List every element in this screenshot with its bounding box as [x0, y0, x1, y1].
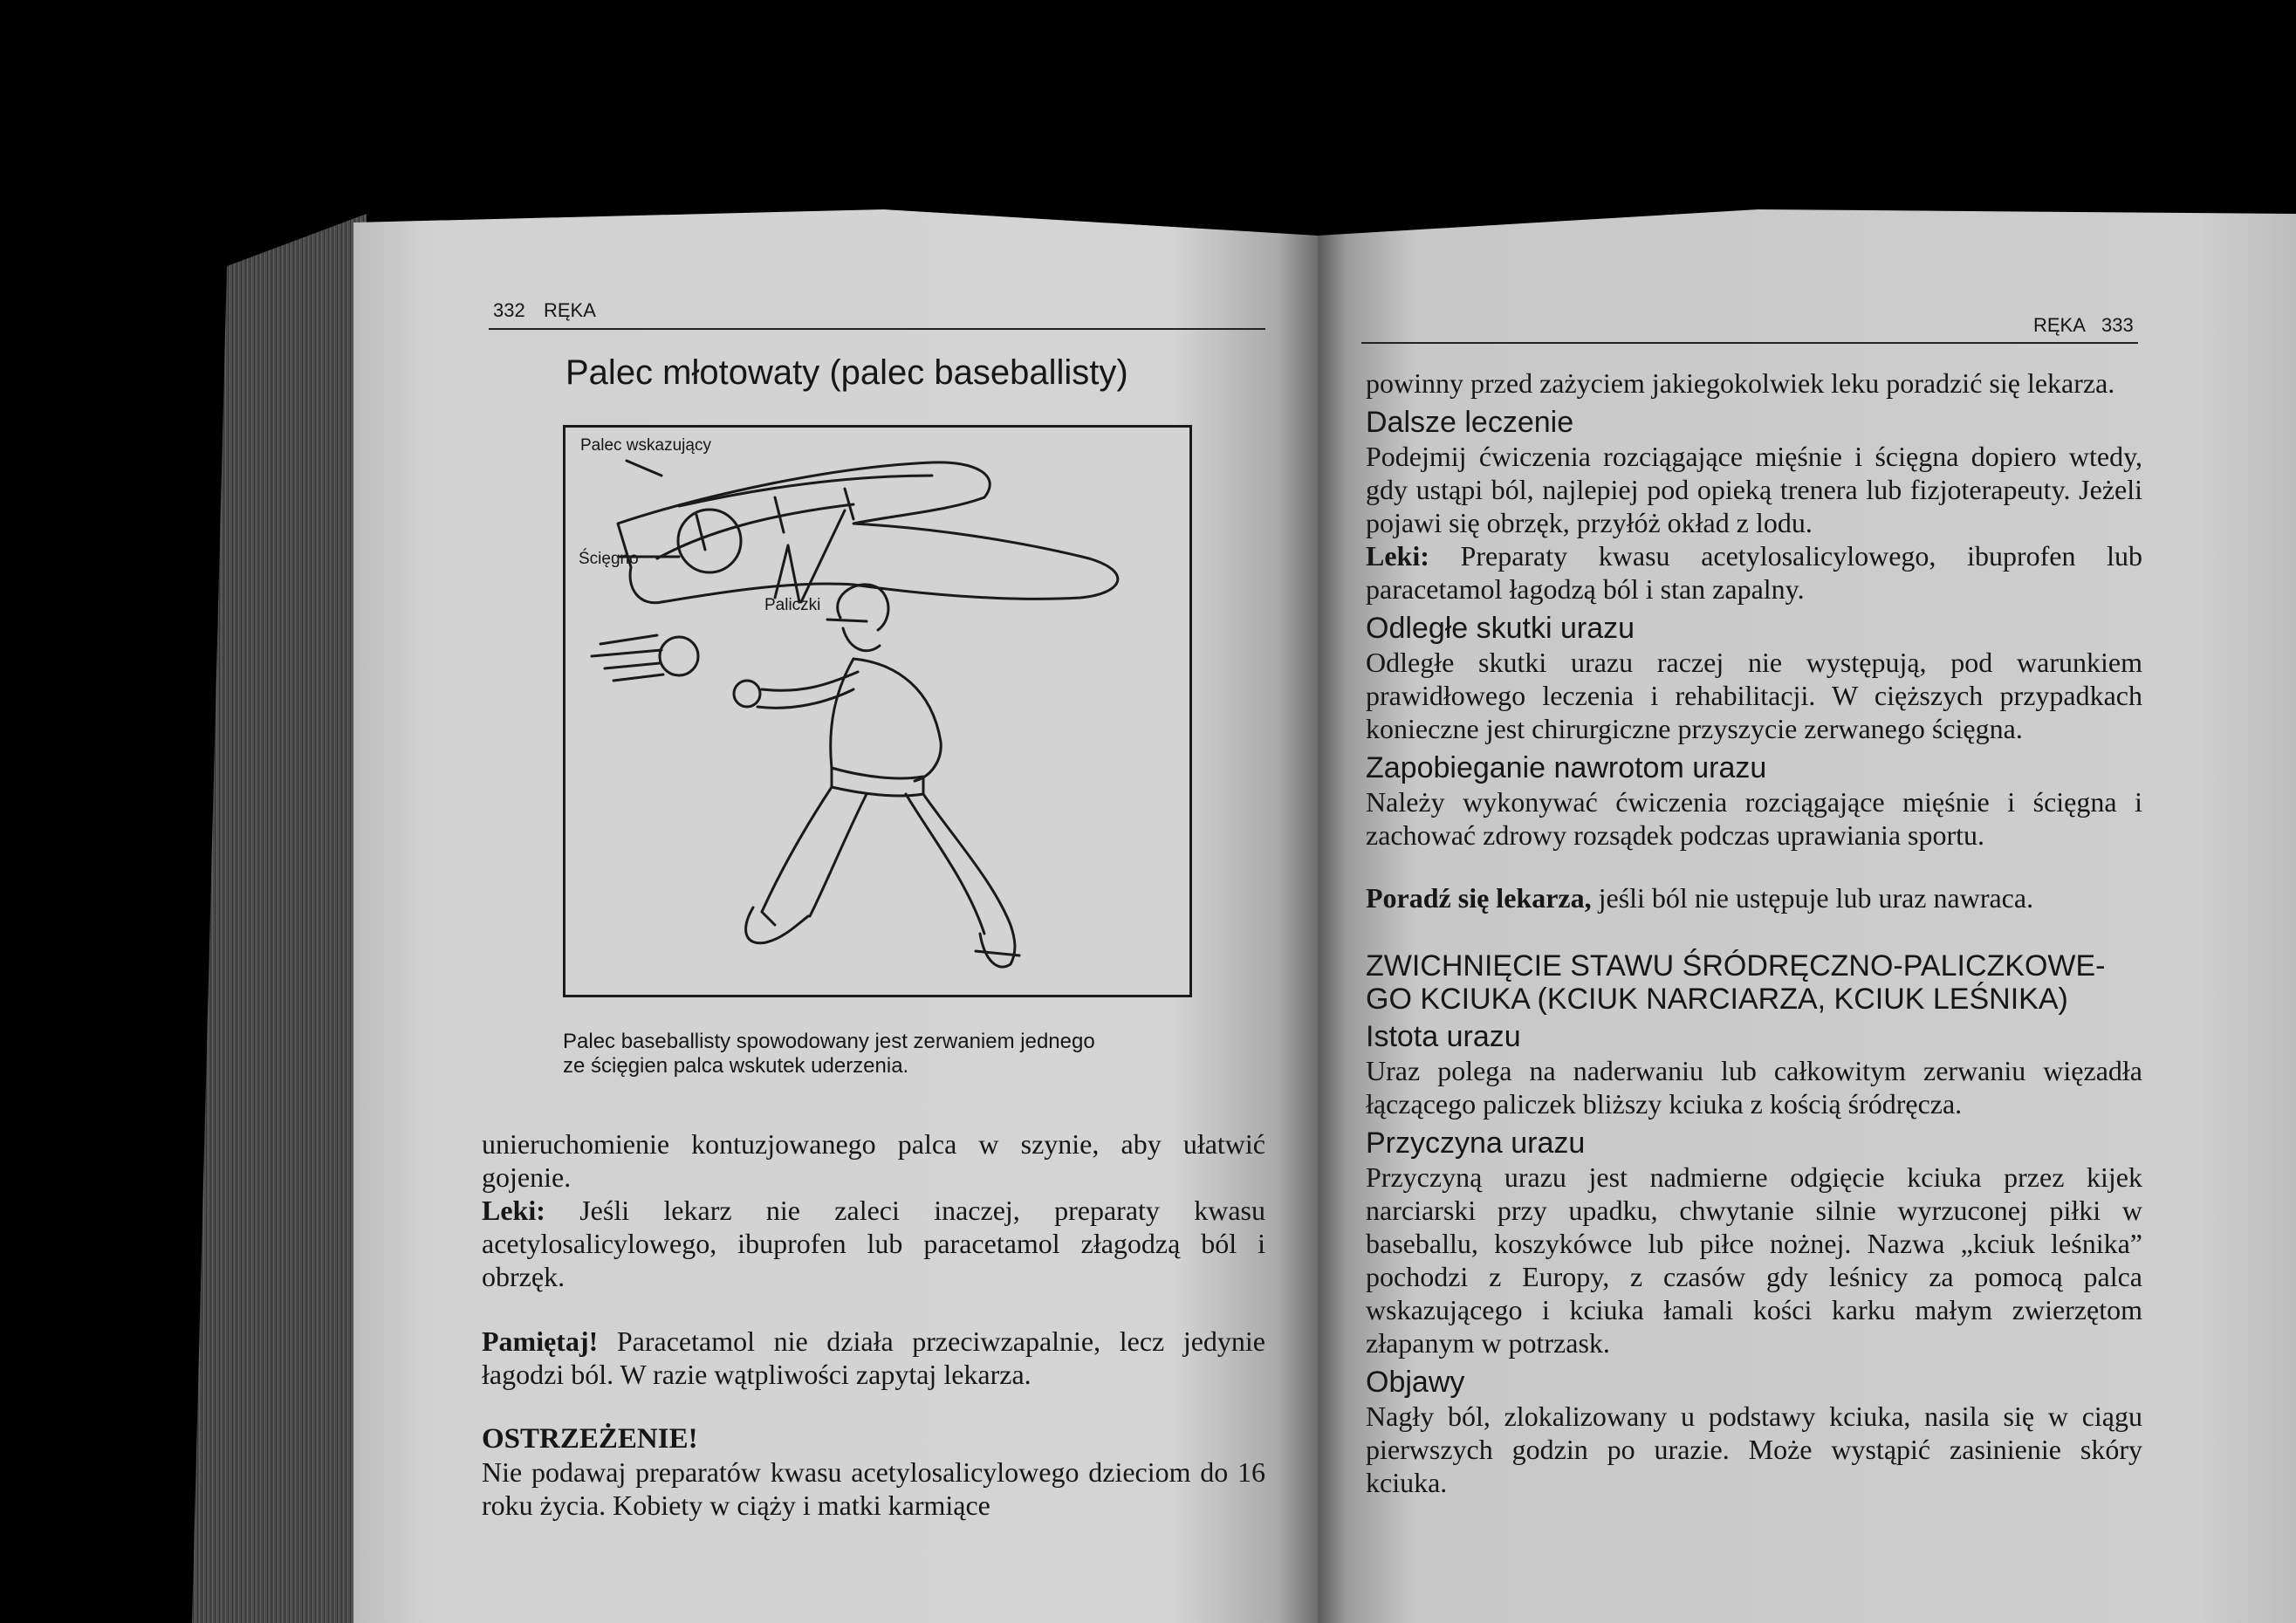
label-tendon: Ścięgno	[579, 550, 639, 568]
right-header-rule	[1361, 342, 2138, 344]
label-phalanges: Paliczki	[764, 596, 821, 614]
prevention-text: Należy wykonywać ćwiczenia rozciągające mięśnie i ścięgna i zachować zdrowy rozsądek podczas uprawiania sportu.	[1366, 786, 2142, 851]
subheading-long-term-effects: Odległe skutki urazu	[1366, 612, 1635, 645]
figure-caption: Palec baseballisty spowodowany jest zerwaniem jednego ze ścięgien palca wskutek uderzenia.	[563, 1030, 1095, 1078]
warning-heading: OSTRZEŻENIE!	[482, 1423, 698, 1455]
right-paragraph-top: powinny przed zażyciem jakiegokolwiek leku poradzić się lekarza.	[1366, 367, 2115, 399]
right-running-header: RĘKA	[2033, 314, 2086, 336]
subheading-injury-cause: Przyczyna urazu	[1366, 1127, 1586, 1160]
book-page-edges	[192, 214, 367, 1623]
warning-text: Nie podawaj preparatów kwasu acetylosalicylowego dzieciom do 16 roku życia. Kobiety w ciąży i matki karmiące	[482, 1456, 1265, 1521]
further-treatment-text: Podejmij ćwiczenia rozciągające mięśnie i ścięgna dopiero wtedy, gdy ustąpi ból, najlepiej pod opieką trenera lub fizjoterapeuty. Jeżeli pojawi się obrzęk, przyłóż okład z lodu.	[1366, 441, 2142, 538]
left-paragraph-1: unieruchomienie kontuzjowanego palca w szynie, aby ułatwić gojenie.	[482, 1128, 1265, 1193]
baseball-player-drawing	[565, 428, 1189, 995]
subheading-prevention: Zapobieganie nawrotom urazu	[1366, 751, 1767, 784]
left-running-header: RĘKA	[544, 299, 596, 321]
symptoms-text: Nagły ból, zlokalizowany u podstawy kciuka, nasila się w ciągu pierwszych godzin po urazie. Może wystąpić zasinienie skóry kciuka.	[1366, 1400, 2142, 1498]
left-paragraph-3: Pamiętaj! Paracetamol nie działa przeciwzapalnie, lecz jedynie łagodzi ból. W razie wątpliwości zapytaj lekarza.	[482, 1325, 1265, 1390]
right-body-column	[1366, 366, 2142, 1499]
long-term-effects-text: Odległe skutki urazu raczej nie występują, pod warunkiem prawidłowego leczenia i rehabilitacji. W cięższych przypadkach konieczne jest chirurgiczne przyszycie zerwanego ścięgna.	[1366, 647, 2142, 744]
figure-title: Palec młotowaty (palec baseballisty)	[565, 353, 1128, 392]
left-body-column	[482, 1127, 1265, 1522]
injury-nature-text: Uraz polega na naderwaniu lub całkowitym zerwaniu więzadła łączącego paliczek bliższy kciuka z kością śródręcza.	[1366, 1055, 2142, 1120]
left-page-number: 332	[493, 299, 525, 321]
figure-illustration	[563, 425, 1192, 997]
further-treatment-drugs: Leki: Preparaty kwasu acetylosalicylowego, ibuprofen lub paracetamol łagodzą ból i stan zapalny.	[1366, 540, 2142, 605]
subheading-symptoms: Objawy	[1366, 1366, 1465, 1399]
subheading-further-treatment: Dalsze leczenie	[1366, 406, 1574, 439]
label-index-finger: Palec wskazujący	[580, 436, 711, 455]
injury-cause-text: Przyczyną urazu jest nadmierne odgięcie kciuka przez kijek narciarski przy upadku, chwytanie silnie wyrzuconej piłki w baseballu, koszykówce lub piłce nożnej. Nazwa „kciuk leśnika” pochodzi z Europy, z czasów gdy leśnicy za pomocą palca wskazującego i kciuka łamali kości karku małym zwierzętom złapanym w potrzask.	[1366, 1161, 2142, 1359]
section-title: ZWICHNIĘCIE STAWU ŚRÓDRĘCZNO-PALICZKOWE- GO KCIUKA (KCIUK NARCIARZA, KCIUK LEŚNIKA)	[1366, 949, 2106, 1016]
subheading-injury-nature: Istota urazu	[1366, 1020, 1521, 1053]
consult-doctor-note: Poradź się lekarza, jeśli ból nie ustępuje lub uraz nawraca.	[1366, 882, 2034, 914]
right-page-number: 333	[2101, 314, 2134, 336]
left-paragraph-2: Leki: Jeśli lekarz nie zaleci inaczej, preparaty kwasu acetylosalicylowego, ibuprofen lub paracetamol złagodzą ból i obrzęk.	[482, 1195, 1265, 1292]
left-header-rule	[489, 328, 1265, 330]
